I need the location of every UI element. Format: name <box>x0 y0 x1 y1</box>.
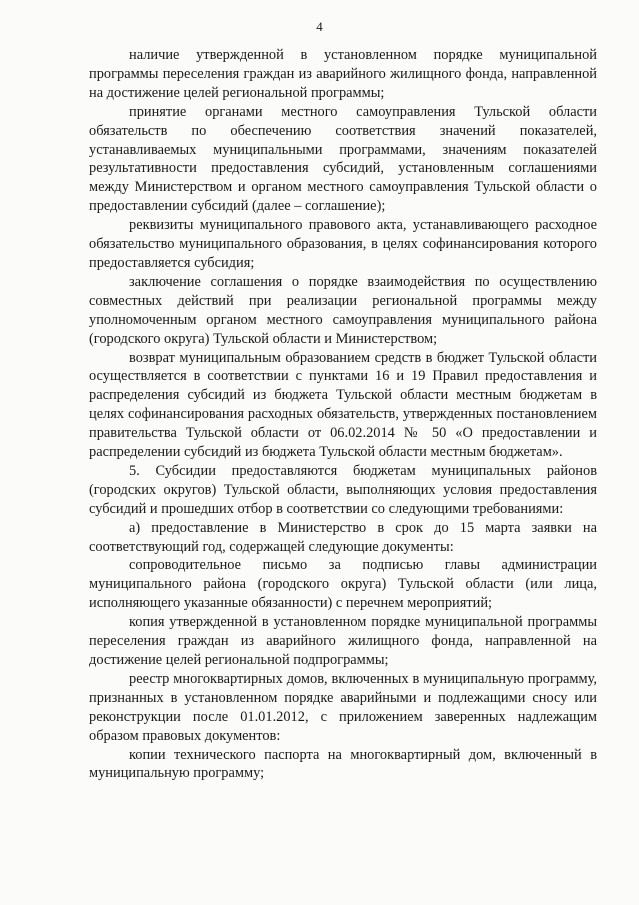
paragraph-cooperation-agreement: заключение соглашения о порядке взаимодействия по осуществлению совместных действий при реализации региональной программы между уполномоченным органом местного самоуправления муниципального района (городского округа) Тульской области и Министерством; <box>89 273 597 347</box>
paragraph-program-copy: копия утвержденной в установленном порядке муниципальной программы переселения граждан из аварийного жилищного фонда, направленной на достижение целей региональной подпрограммы; <box>89 614 597 668</box>
paragraph-building-registry: реестр многоквартирных домов, включенных в муниципальную программу, признанных в установленном порядке аварийными и подлежащими сносу или реконструкции после 01.01.2012, с приложением заверенных надлежащим образом правовых документов: <box>89 670 597 744</box>
paragraph-item-5: 5. Субсидии предоставляются бюджетам муниципальных районов (городских округов) Тульской области, выполняющих условия предоставления субсидий и прошедших отбор в соответствии со следующими требованиями: <box>89 462 597 517</box>
document-body <box>89 46 597 783</box>
paragraph-funds-return: возврат муниципальным образованием средств в бюджет Тульской области осуществляется в соответствии с пунктами 16 и 19 Правил предоставления и распределения субсидий из бюджета Тульской области местным бюджетам в целях софинансирования расходных обязательств, утвержденных постановлением правительства Тульской области от 06.02.2014 № 50 «О предоставлении и распределении субсидий из бюджета Тульской области местным бюджетам». <box>89 349 597 461</box>
paragraph-item-a: а) предоставление в Министерство в срок до 15 марта заявки на соответствующий год, содержащей следующие документы: <box>89 519 597 555</box>
paragraph-technical-passport: копии технического паспорта на многоквартирный дом, включенный в муниципальную программу; <box>89 746 597 782</box>
paragraph-obligations: принятие органами местного самоуправления Тульской области обязательств по обеспечению соответствия значений показателей, устанавливаемых муниципальными программами, значениям показателей результативности предоставления субсидий, установленным соглашениями между Министерством и органом местного самоуправления Тульской области о предоставлении субсидий (далее – соглашение); <box>89 103 597 215</box>
paragraph-program-requirement: наличие утвержденной в установленном порядке муниципальной программы переселения граждан из аварийного жилищного фонда, направленной на достижение целей региональной программы; <box>89 47 597 101</box>
paragraph-legal-act-details: реквизиты муниципального правового акта, устанавливающего расходное обязательство муниципального образования, в целях софинансирования которого предоставляется субсидия; <box>89 217 597 271</box>
page-number: 4 <box>316 19 323 34</box>
paragraph-cover-letter: сопроводительное письмо за подписью главы администрации муниципального района (городского округа) Тульской области (или лица, исполняющего указанные обязанности) с перечнем мероприятий; <box>89 557 597 612</box>
